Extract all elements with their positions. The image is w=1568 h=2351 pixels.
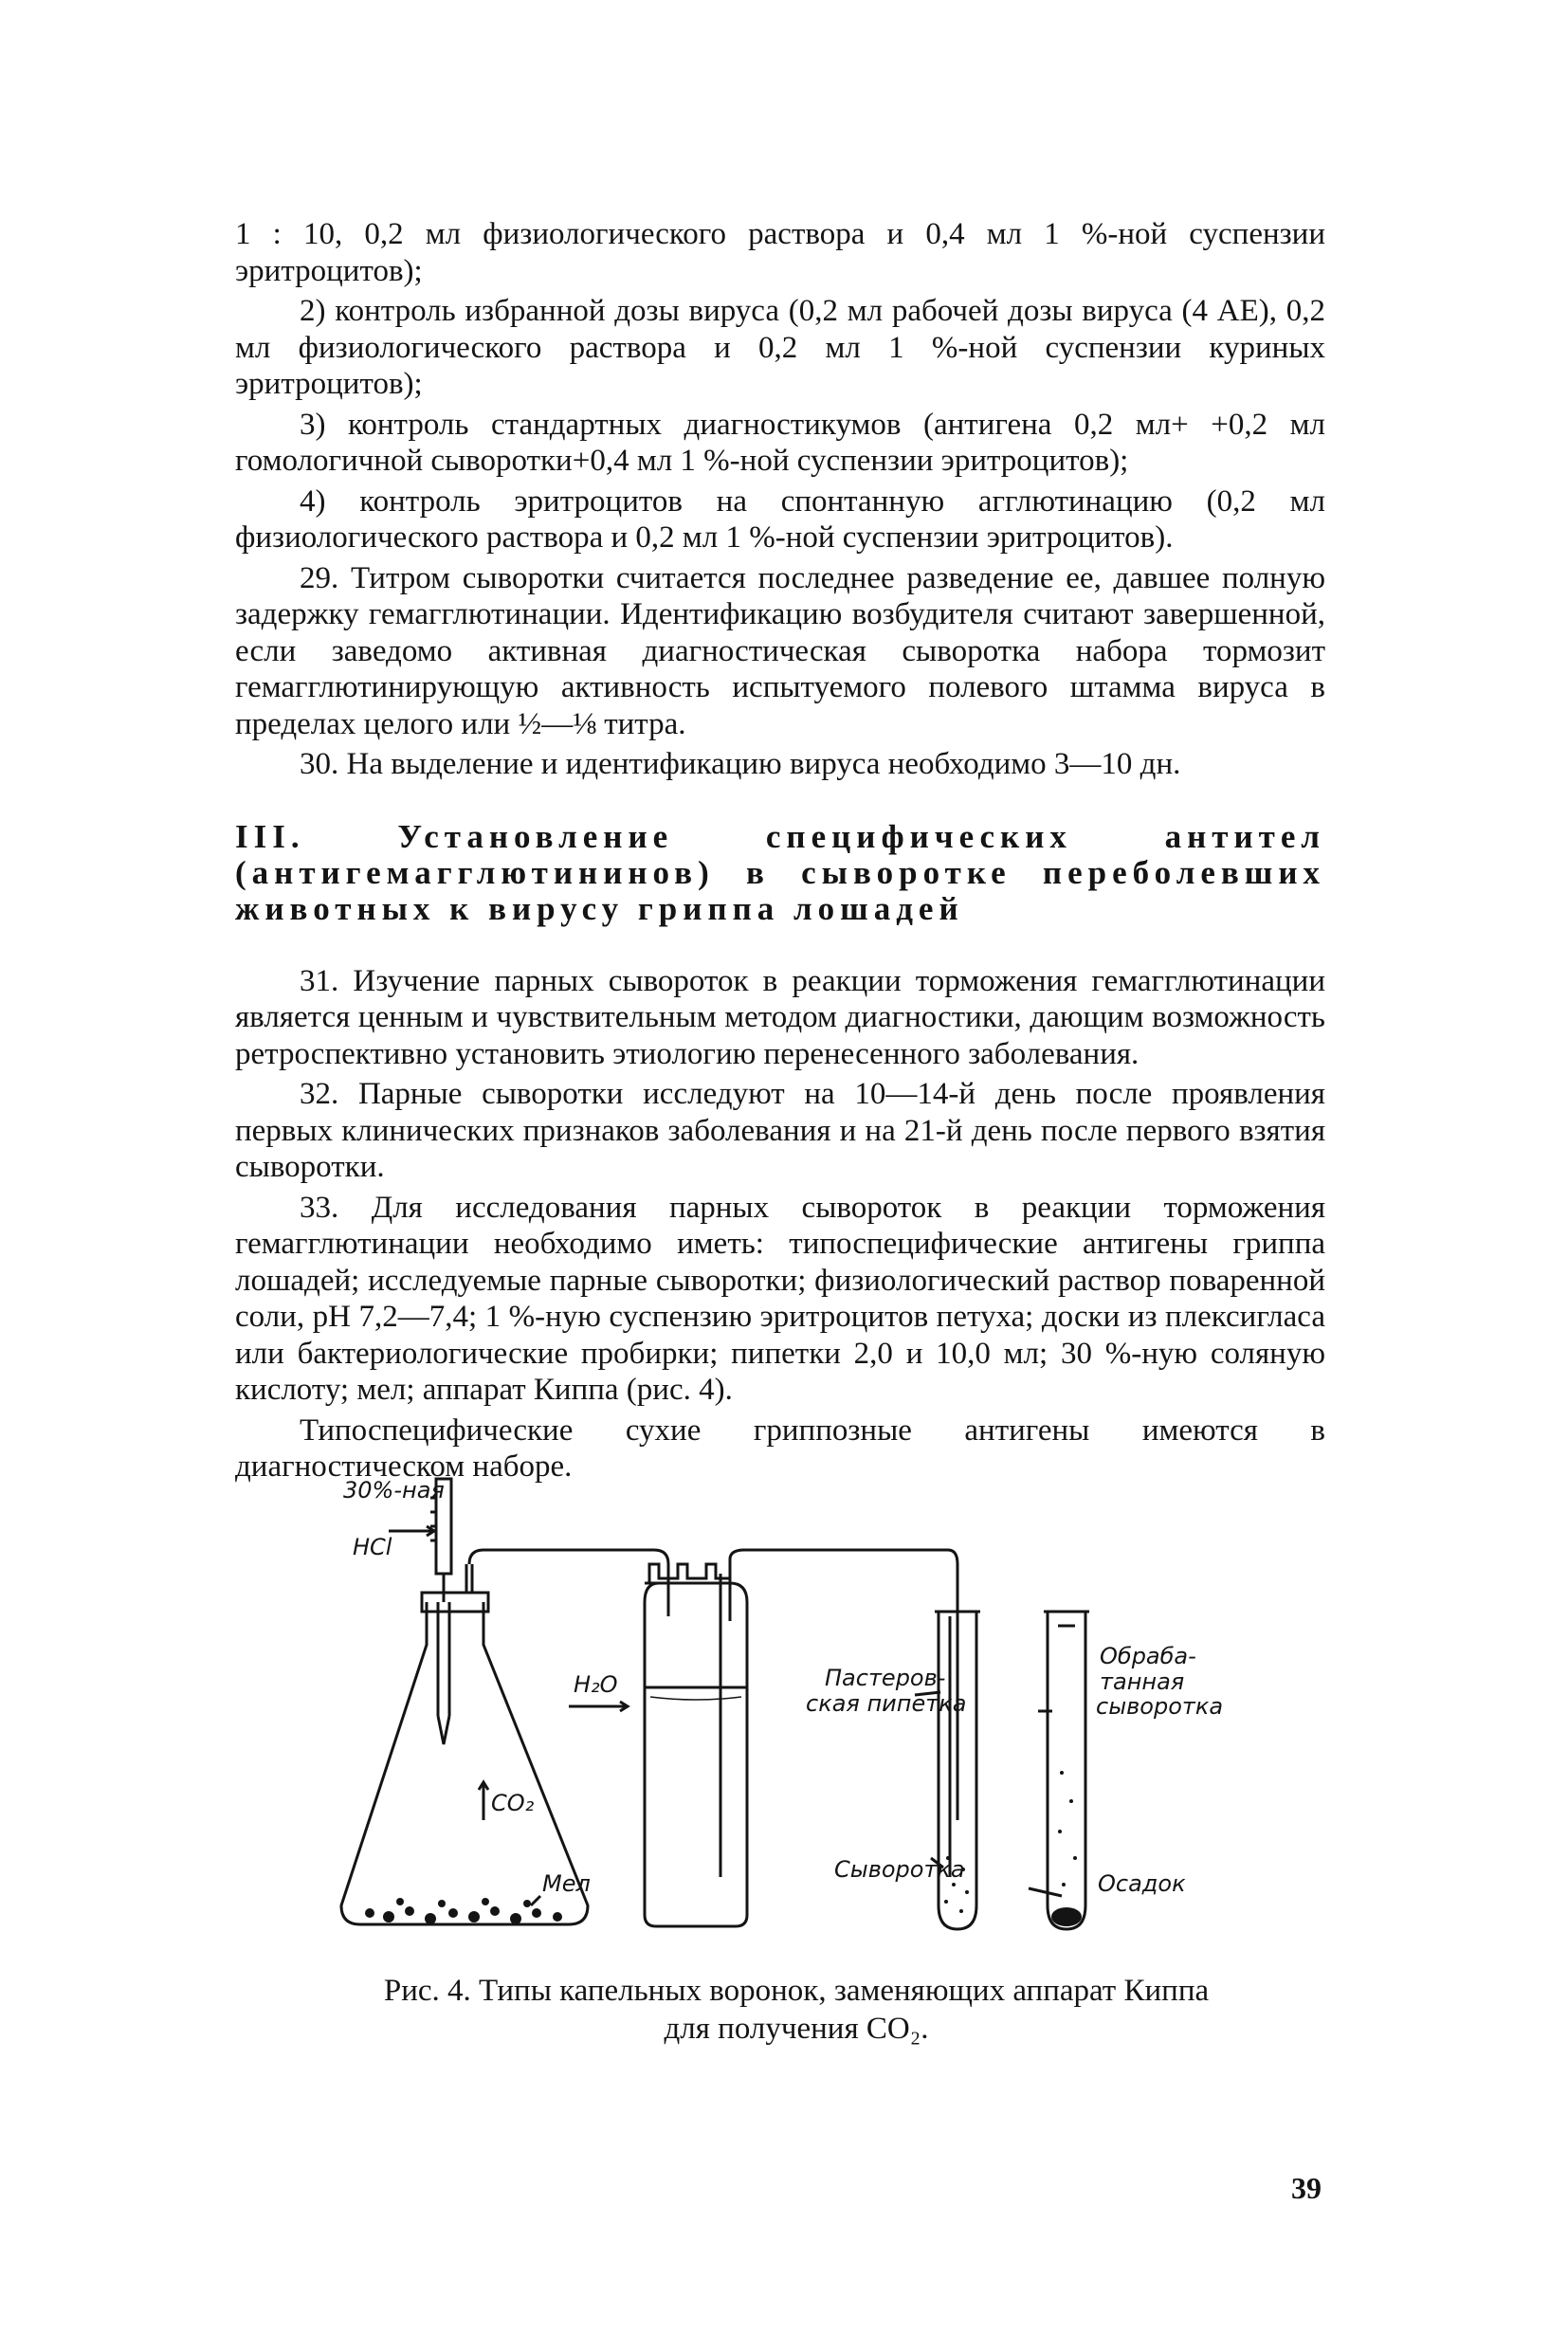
page-text <box>235 216 1325 1485</box>
label-chalk: Мел <box>542 1870 591 1897</box>
label-treated-3: сыворотка <box>1096 1693 1224 1720</box>
label-pipette-1: Пастеров- <box>825 1665 946 1691</box>
paragraph-32: 32. Парные сыворотки исследуют на 10—14-й день после проявления первых клинических признаков заболевания и на 21-й день после первого взятия сыворотки. <box>235 1077 1325 1184</box>
label-treated-2: танная <box>1100 1668 1185 1695</box>
paragraph-29: 29. Титром сыворотки считается последнее разведение ее, давшее полную задержку гемагглютинации. Идентификацию возбудителя считают завершенной, если заведомо активная диагностическая сыворотка набора тормозит гемагглютинирующую активность испытуемого полевого штамма вируса в пределах целого или ½—⅛ титра. <box>235 560 1325 741</box>
paragraph-1: 1 : 10, 0,2 мл физиологического раствора и 0,4 мл 1 %-ной суспензии эритроцитов); <box>235 217 1325 288</box>
paragraph-33: 33. Для исследования парных сывороток в реакции торможения гемагглютинации необходимо иметь: типоспецифические антигены гриппа лошадей; исследуемые парные сыворотки; физиологический раствор поваренной соли, pH 7,2—7,4; 1 %-ную суспензию эритроцитов петуха; доски из плексигласа или бактериологические пробирки; пипетки 2,0 и 10,0 мл; 30 %-ную соляную кислоту; мел; аппарат Киппа (рис. 4). <box>235 1190 1325 1407</box>
tube-contents <box>944 1771 1082 1926</box>
bottle-icon <box>645 1559 747 1926</box>
label-sediment: Осадок <box>1098 1870 1186 1897</box>
paragraph-3: 3) контроль стандартных диагностикумов (антигена 0,2 мл+ +0,2 мл гомологичной сыворотки+0,4 мл 1 %-ной суспензии эритроцитов); <box>235 407 1325 478</box>
paragraph-4: 4) контроль эритроцитов на спонтанную агглютинацию (0,2 мл физиологического раствора и 0,2 мл 1 %-ной суспензии эритроцитов). <box>235 483 1325 555</box>
paragraph-34: Типоспецифические сухие гриппозные антигены имеются в диагностическом наборе. <box>235 1412 1325 1484</box>
label-treated-1: Обраба- <box>1100 1643 1196 1669</box>
label-serum: Сыворотка <box>834 1856 965 1883</box>
label-hcl-conc: 30%-ная <box>343 1477 445 1504</box>
page-number: 39 <box>1291 2171 1322 2205</box>
figure-drawing <box>332 1460 1261 1943</box>
label-hcl: HCl <box>353 1534 392 1560</box>
figure-caption: Рис. 4. Типы капельных воронок, заменяющих аппарат Киппа для получения CO₂. <box>383 1974 1210 2046</box>
paragraph-2: 2) контроль избранной дозы вируса (0,2 мл рабочей дозы вируса (4 АЕ), 0,2 мл физиологического раствора и 0,2 мл 1 %-ной суспензии куриных эритроцитов); <box>235 294 1325 401</box>
label-co2: CO₂ <box>491 1790 535 1816</box>
figure-kipp-apparatus <box>332 1460 1261 1943</box>
test-tube-treated-icon <box>1044 1612 1089 1929</box>
label-h2o: H₂O <box>574 1671 618 1698</box>
label-pipette-2: ская пипетка <box>806 1690 967 1717</box>
paragraph-31: 31. Изучение парных сывороток в реакции торможения гемагглютинации является ценным и чувствительным методом диагностики, дающим возможность ретроспективно установить этиологию перенесенного заболевания. <box>235 963 1325 1071</box>
paragraph-30: 30. На выделение и идентификацию вируса необходимо 3—10 дн. <box>300 747 1181 781</box>
section-heading: III. Установление специфических антител (антигемагглютининов) в сыворотке переболевших животных к вирусу гриппа лошадей <box>235 817 1325 927</box>
gas-tube-1 <box>469 1550 668 1564</box>
